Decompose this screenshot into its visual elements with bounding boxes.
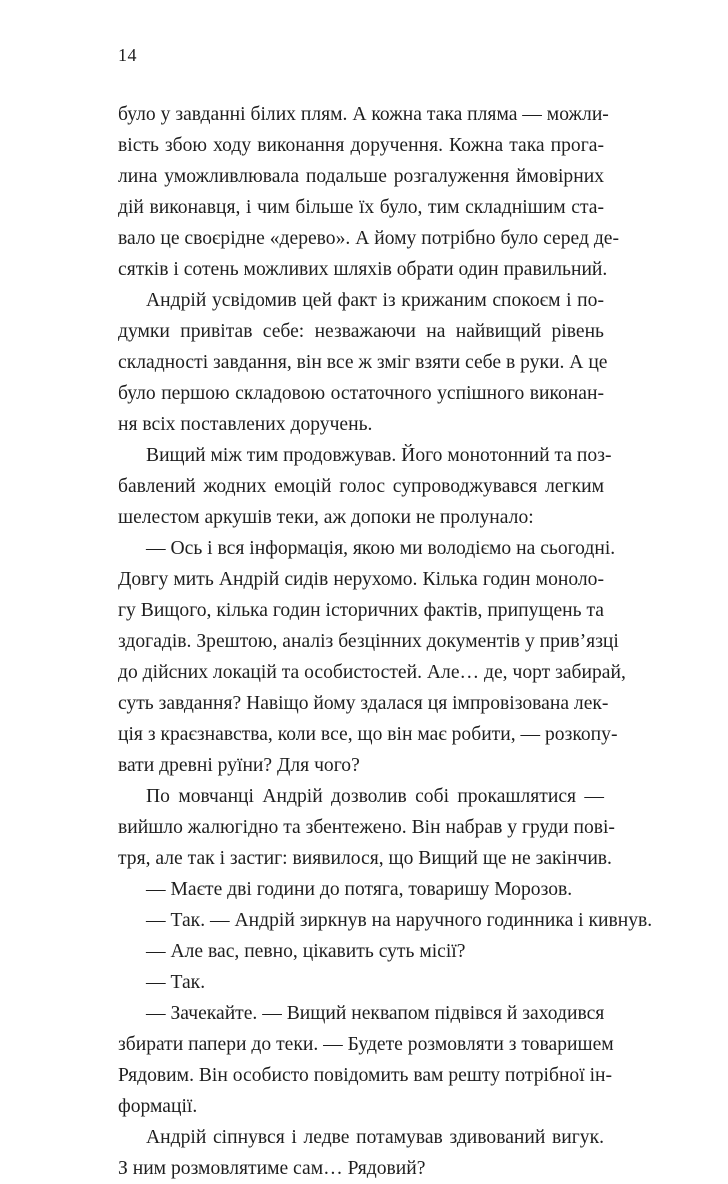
text-line: — Але вас, певно, цікавить суть місії? <box>146 941 466 962</box>
text-line: По мовчанці Андрій дозволив собі прокашлятися — <box>146 786 604 807</box>
text-line: З ним розмовлятиме сам… Рядовий? <box>118 1158 426 1179</box>
text-line: вість збою ходу виконання доручення. Кожна така прога- <box>118 135 604 156</box>
text-line: Рядовим. Він особисто повідомить вам решту потрібної ін- <box>118 1065 613 1086</box>
text-line: лина уможливлювала подальше розгалуження ймовірних <box>118 166 604 187</box>
text-line: шелестом аркушів теки, аж допоки не пролунало: <box>118 507 534 528</box>
text-line: бавлений жодних емоцій голос супроводжувався легким <box>118 476 604 497</box>
text-line: тря, але так і застиг: виявилося, що Вищий ще не закінчив. <box>118 848 612 869</box>
page-number: 14 <box>118 45 137 65</box>
text-line: було першою складовою остаточного успішного виконан- <box>118 383 604 404</box>
text-line: сятків і сотень можливих шляхів обрати один правильний. <box>118 259 608 280</box>
text-line: до дійсних локацій та особистостей. Але… де, чорт забирай, <box>118 662 626 683</box>
text-line: здогадів. Зрештою, аналіз безцінних документів у прив’язці <box>118 631 619 652</box>
text-line: — Маєте дві години до потяга, товаришу Морозов. <box>146 879 573 900</box>
text-line: Довгу мить Андрій сидів нерухомо. Кілька годин моноло- <box>118 569 604 590</box>
text-line: Вищий між тим продовжував. Його монотонний та поз- <box>146 445 612 466</box>
text-line: гу Вищого, кілька годин історичних фактів, припущень та <box>118 600 604 621</box>
text-line: Андрій усвідомив цей факт із крижаним спокоєм і по- <box>146 290 604 311</box>
text-line: Андрій сіпнувся і ледве потамував здивований вигук. <box>146 1127 604 1148</box>
text-line: думки привітав себе: незважаючи на найвищий рівень <box>118 321 604 342</box>
text-line: ня всіх поставлених доручень. <box>118 414 373 435</box>
text-line: — Зачекайте. — Вищий неквапом підвівся й заходився <box>146 1003 605 1024</box>
text-line: — Так. <box>146 972 206 993</box>
text-line: — Так. — Андрій зиркнув на наручного годинника і кивнув. <box>146 910 653 931</box>
text-line: вийшло жалюгідно та збентежено. Він набрав у груди пові- <box>118 817 615 838</box>
text-line: вало це своєрідне «дерево». А йому потрібно було серед де- <box>118 228 620 249</box>
text-line: збирати папери до теки. — Будете розмовляти з товаришем <box>118 1034 614 1055</box>
text-line: вати древні руїни? Для чого? <box>118 755 360 776</box>
text-line: формації. <box>118 1096 198 1117</box>
text-line: було у завданні білих плям. А кожна така пляма — можли- <box>118 104 609 125</box>
text-line: дій виконавця, і чим більше їх було, тим складнішим ста- <box>118 197 604 218</box>
text-line: складності завдання, він все ж зміг взяти себе в руки. А це <box>118 352 608 373</box>
body-text <box>118 99 653 1184</box>
text-line: суть завдання? Навіщо йому здалася ця імпровізована лек- <box>118 693 609 714</box>
text-line: ція з краєзнавства, коли все, що він має робити, — розкопу- <box>118 724 618 745</box>
text-line: — Ось і вся інформація, якою ми володіємо на сьогодні. <box>146 538 616 559</box>
